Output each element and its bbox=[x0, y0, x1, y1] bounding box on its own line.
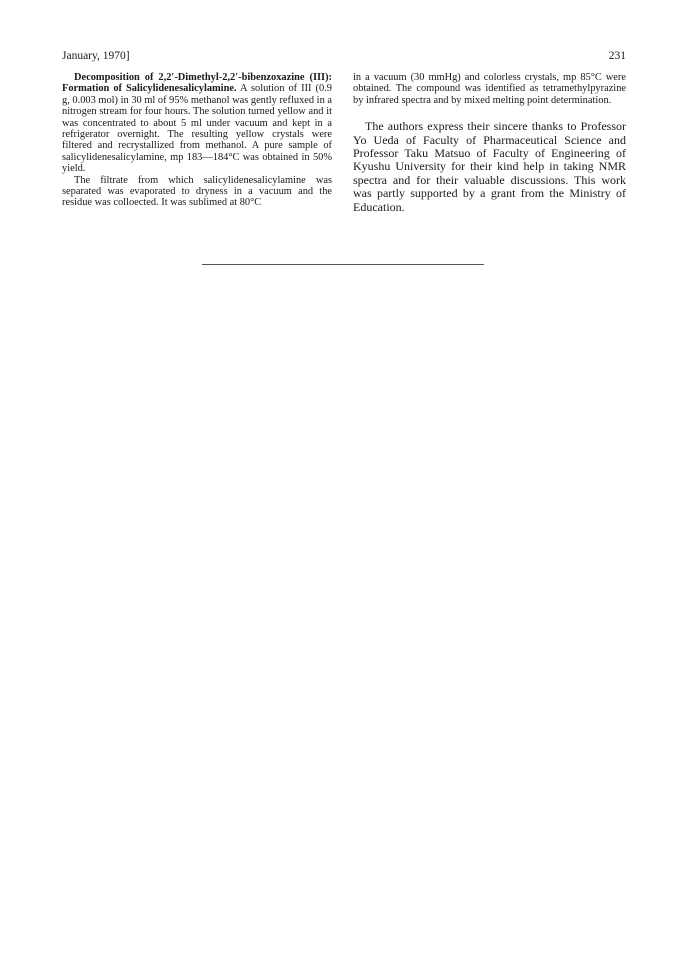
issue-date: January, 1970] bbox=[62, 50, 130, 62]
section-heading: Decomposition of 2,2′-Dimethyl-2,2′-bibenzoxazine (III): Formation of Salicylidenesalicylamine. bbox=[62, 72, 332, 95]
continued-paragraph: in a vacuum (30 mmHg) and colorless crystals, mp 85°C were obtained. The compound was identified as tetramethylpyrazine by infrared spectra and by mixed melting point determination. bbox=[353, 72, 626, 106]
acknowledgement-paragraph: The authors express their sincere thanks to Professor Yo Ueda of Faculty of Pharmaceutical Science and Professor Taku Matsuo of Faculty of Engineering of Kyushu University for their kind help in taking NMR spectra and for their valuable discussions. This work was partly supported by a grant from the Ministry of Education. bbox=[353, 119, 626, 214]
experimental-paragraph-2: The filtrate from which salicylidenesalicylamine was separated was evaporated to dryness in a vacuum and the residue was colloected. It was sublimed at 80°C bbox=[62, 174, 332, 209]
end-rule bbox=[202, 264, 484, 265]
paragraph-text: A solution of III (0.9 g, 0.003 mol) in 30 ml of 95% methanol was gently refluxed in a nitrogen stream for four hours. The solution turned yellow and it was concentrated to about 5 ml under vacuum and kept in a refrigerator overnight. The resulting yellow crystals were filtered and recrystallized from methanol. A pure sample of salicylidenesalicylamine, mp 183—184°C was obtained in 50% yield. bbox=[62, 83, 332, 175]
experimental-paragraph-1 bbox=[62, 72, 332, 175]
right-column bbox=[353, 72, 626, 214]
page-number: 231 bbox=[608, 50, 626, 62]
left-column bbox=[62, 72, 332, 209]
running-header bbox=[62, 50, 626, 66]
